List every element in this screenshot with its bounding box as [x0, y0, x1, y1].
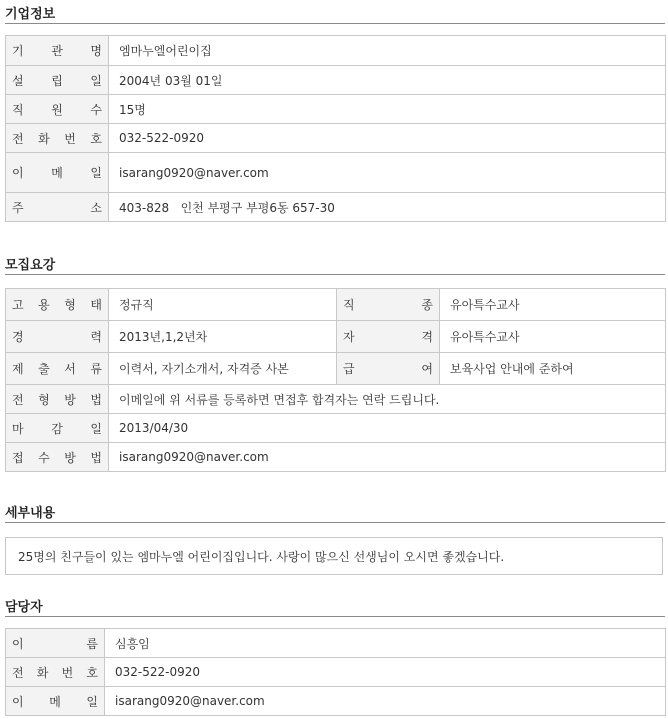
- table-row: [6, 289, 666, 321]
- field-value: 403-828 인천 부평구 부평6동 657-30: [109, 193, 666, 222]
- label-char: 종: [421, 298, 433, 312]
- label-char: 제: [12, 362, 24, 376]
- label-char: 서: [64, 362, 76, 376]
- label-char: 름: [86, 636, 98, 651]
- field-label: [6, 658, 105, 687]
- table-row: [6, 66, 666, 95]
- field-label: [6, 124, 109, 153]
- label-char: 번: [64, 131, 76, 146]
- label-char: 법: [90, 450, 102, 465]
- label-char: 소: [90, 200, 102, 215]
- label-char: 수: [38, 450, 50, 465]
- table-row: [6, 153, 666, 193]
- table-row: [6, 629, 666, 658]
- company-section-rule: [5, 23, 665, 24]
- label-char: 전: [12, 131, 24, 146]
- field-label: [6, 385, 109, 414]
- label-char: 여: [421, 362, 433, 376]
- field-label: [6, 289, 109, 321]
- label-char: 일: [90, 421, 102, 436]
- label-char: 형: [64, 298, 76, 312]
- label-char: 화: [38, 131, 50, 146]
- label-char: 이: [12, 694, 24, 709]
- label-char: 일: [86, 694, 98, 709]
- field-value: 2013/04/30: [109, 414, 666, 443]
- label-char: 번: [61, 665, 74, 680]
- recruit-section-rule: [5, 274, 665, 275]
- label-char: 메: [51, 166, 63, 180]
- field-label: [6, 321, 109, 353]
- email-link[interactable]: isarang0920@naver.com: [109, 443, 666, 472]
- field-value: 심흥임: [105, 629, 666, 658]
- label-char: 주: [12, 200, 24, 215]
- field-value: 엠마누엘어린이집: [109, 36, 666, 66]
- label-char: 관: [51, 44, 63, 58]
- table-row: [6, 95, 666, 124]
- label-char: 전: [12, 665, 24, 680]
- label-char: 일: [90, 73, 102, 88]
- label-char: 설: [12, 73, 24, 88]
- label-char: 자: [343, 330, 355, 344]
- label-char: 이: [12, 636, 24, 651]
- label-char: 메: [49, 694, 61, 709]
- label-char: 전: [12, 392, 24, 407]
- label-char: 원: [51, 102, 63, 117]
- label-char: 방: [64, 392, 76, 407]
- label-char: 방: [64, 450, 76, 465]
- field-value: 032-522-0920: [105, 658, 666, 687]
- table-row: [6, 687, 666, 716]
- company-info-table: [5, 35, 666, 222]
- label-char: 접: [12, 450, 24, 465]
- table-row: [6, 658, 666, 687]
- field-label: [6, 36, 109, 66]
- label-char: 류: [90, 362, 102, 376]
- detail-text: 25명의 친구들이 있는 엠마누엘 어린이집입니다. 사랑이 많으신 선생님이 오시면 좋겠습니다.: [5, 537, 663, 575]
- label-char: 호: [86, 665, 98, 680]
- field-label: [337, 321, 440, 353]
- table-row: [6, 36, 666, 66]
- contact-section-title: 담당자: [5, 600, 43, 615]
- label-char: 형: [38, 392, 50, 407]
- detail-section-rule: [5, 522, 665, 523]
- field-label: [6, 153, 109, 193]
- email-link[interactable]: isarang0920@naver.com: [109, 153, 666, 193]
- label-char: 이: [12, 166, 24, 180]
- field-label: [6, 353, 109, 385]
- label-char: 감: [51, 421, 63, 436]
- label-char: 화: [36, 665, 49, 680]
- field-label: [337, 289, 440, 321]
- recruit-section-title: 모집요강: [5, 258, 56, 273]
- contact-info-table: [5, 628, 666, 716]
- field-value: 유아특수교사: [440, 321, 666, 353]
- field-value: 15명: [109, 95, 666, 124]
- label-char: 경: [12, 330, 24, 344]
- label-char: 고: [12, 298, 24, 312]
- label-char: 급: [343, 362, 355, 376]
- label-char: 직: [343, 298, 355, 312]
- table-row: [6, 124, 666, 153]
- label-char: 직: [12, 102, 24, 117]
- company-section-title: 기업정보: [5, 7, 56, 22]
- contact-section-rule: [5, 616, 665, 617]
- label-char: 일: [90, 166, 102, 180]
- label-char: 출: [38, 362, 50, 376]
- label-char: 수: [90, 102, 102, 117]
- field-value: 정규직: [109, 289, 337, 321]
- field-label: [337, 353, 440, 385]
- field-value: 이력서, 자기소개서, 자격증 사본: [109, 353, 337, 385]
- field-label: [6, 95, 109, 124]
- label-char: 력: [90, 330, 102, 344]
- field-value: 보육사업 안내에 준하여: [440, 353, 666, 385]
- label-char: 마: [12, 421, 24, 436]
- label-char: 호: [90, 131, 102, 146]
- table-row: [6, 443, 666, 472]
- label-char: 용: [38, 298, 50, 312]
- field-label: [6, 66, 109, 95]
- label-char: 태: [90, 298, 102, 312]
- field-value: 2013년,1,2년차: [109, 321, 337, 353]
- field-label: [6, 193, 109, 222]
- label-char: 명: [90, 44, 102, 58]
- field-value: 2004년 03월 01일: [109, 66, 666, 95]
- field-label: [6, 687, 105, 716]
- table-row: [6, 385, 666, 414]
- table-row: [6, 321, 666, 353]
- label-char: 립: [51, 73, 63, 88]
- field-label: [6, 629, 105, 658]
- table-row: [6, 414, 666, 443]
- label-char: 격: [421, 330, 433, 344]
- email-link[interactable]: isarang0920@naver.com: [105, 687, 666, 716]
- recruit-info-table: [5, 288, 666, 472]
- detail-section-title: 세부내용: [5, 506, 56, 521]
- table-row: [6, 193, 666, 222]
- label-char: 법: [90, 392, 102, 407]
- field-value: 이메일에 위 서류를 등록하면 면접후 합격자는 연락 드립니다.: [109, 385, 666, 414]
- field-label: [6, 443, 109, 472]
- field-label: [6, 414, 109, 443]
- table-row: [6, 353, 666, 385]
- field-value: 032-522-0920: [109, 124, 666, 153]
- field-value: 유아특수교사: [440, 289, 666, 321]
- label-char: 기: [12, 44, 24, 58]
